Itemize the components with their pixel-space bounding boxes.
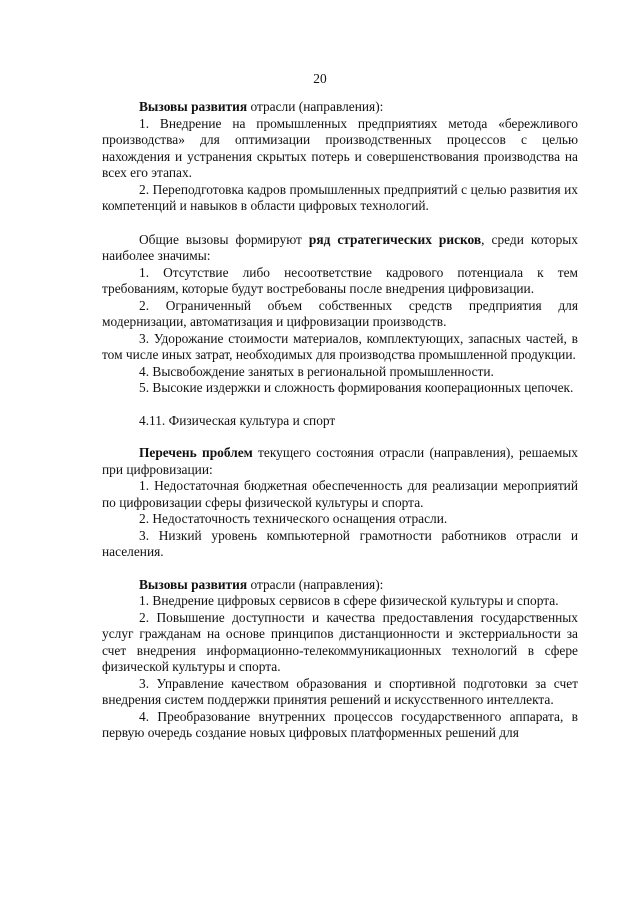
problems-heading: Перечень проблем текущего состояния отрасли (направления), решаемых при цифровизации:	[102, 445, 578, 477]
paragraph: 1. Внедрение на промышленных предприятиях метода «бережливого производства» для оптимизации производственных процессов с целью нахождения и устранения скрытых потерь и совершенствования производства на всех его этапах.	[102, 115, 578, 180]
paragraph: 3. Управление качеством образования и спортивной подготовки за счет внедрения систем поддержки принятия решений и искусственного интеллекта.	[102, 675, 578, 707]
bold-term: Вызовы развития	[139, 576, 248, 592]
paragraph: 1. Внедрение цифровых сервисов в сфере физической культуры и спорта.	[139, 593, 559, 608]
paragraph: 4. Высвобождение занятых в региональной промышленности.	[139, 363, 494, 379]
page-number: 20	[313, 71, 327, 86]
risks-intro: Общие вызовы формируют ряд стратегических рисков, среди которых наиболее значимы:	[102, 231, 578, 263]
paragraph: 2. Недостаточность технического оснащения отрасли.	[139, 511, 448, 526]
paragraph: 5. Высокие издержки и сложность формирования кооперационных цепочек.	[139, 380, 574, 395]
bold-term: ряд стратегических рисков	[308, 231, 482, 247]
section-heading: 4.11. Физическая культура и спорт	[139, 412, 336, 428]
page-content	[102, 99, 578, 742]
bold-term: Перечень проблем	[139, 445, 253, 460]
paragraph: 1. Отсутствие либо несоответствие кадрового потенциала к тем требованиям, которые будут востребованы после внедрения цифровизации.	[102, 264, 578, 296]
bold-term: Вызовы развития	[139, 99, 248, 114]
paragraph: 1. Недостаточная бюджетная обеспеченность для реализации мероприятий по цифровизации сферы физической культуры и спорта.	[102, 478, 578, 510]
challenges-heading: Вызовы развития отрасли (направления):	[139, 99, 384, 114]
paragraph: 2. Переподготовка кадров промышленных предприятий с целью развития их компетенций и навыков в области цифровых технологий.	[102, 181, 578, 213]
paragraph: 3. Низкий уровень компьютерной грамотности работников отрасли и населения.	[102, 527, 578, 559]
paragraph: 2. Ограниченный объем собственных средств предприятия для модернизации, автоматизация и цифровизации производств.	[102, 297, 578, 329]
challenges-heading: Вызовы развития отрасли (направления):	[139, 576, 384, 592]
paragraph: 3. Удорожание стоимости материалов, комплектующих, запасных частей, в том числе иных затрат, необходимых для производства промышленной продукции.	[102, 330, 578, 362]
paragraph: 2. Повышение доступности и качества предоставления государственных услуг гражданам на основе принципов дистанционности и экстерриальности за счет внедрения информационно-телекоммуникационных технологий в сфере физической культуры и спорта.	[102, 609, 578, 674]
paragraph: 4. Преобразование внутренних процессов государственного аппарата, в первую очередь создание новых цифровых платформенных решений для	[102, 708, 578, 740]
